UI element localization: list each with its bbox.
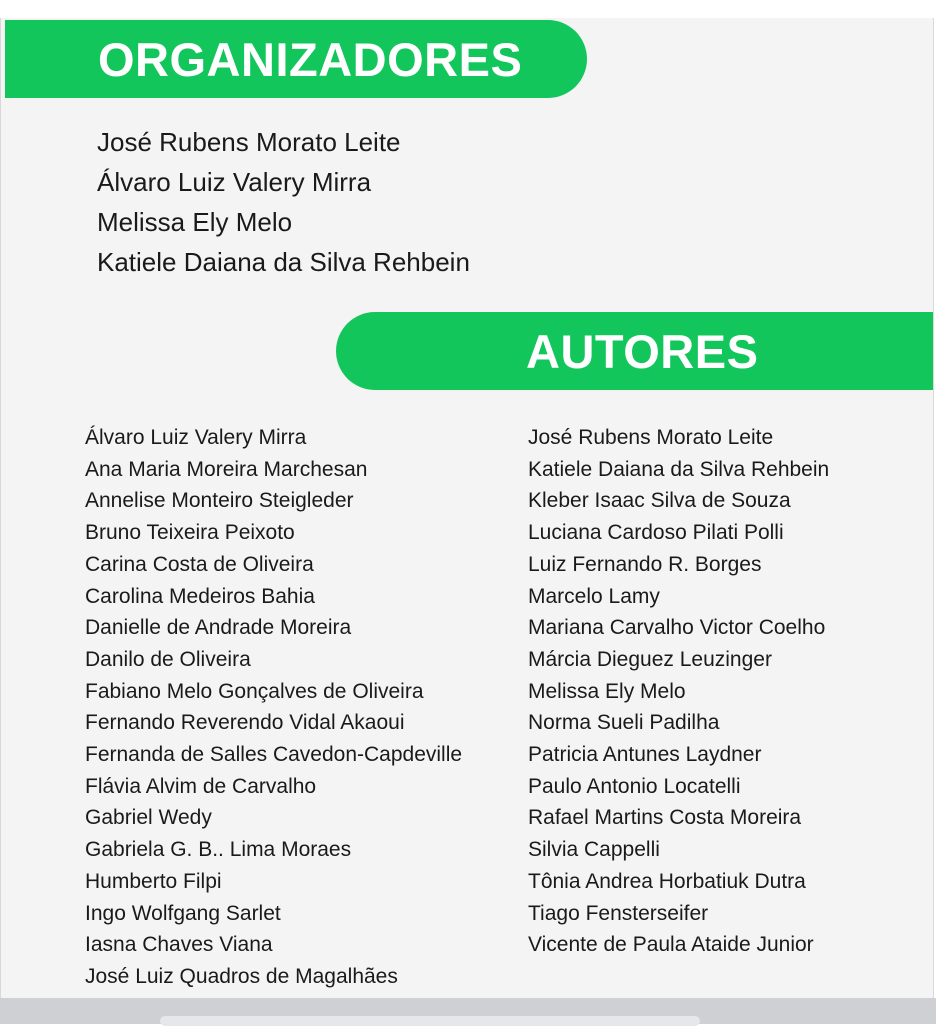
- author-name: Luciana Cardoso Pilati Polli: [528, 521, 784, 545]
- author-name: Silvia Cappelli: [528, 838, 660, 862]
- home-indicator[interactable]: [160, 1016, 700, 1026]
- organizers-list: [97, 122, 470, 282]
- author-name: Kleber Isaac Silva de Souza: [528, 489, 791, 513]
- author-name: Fernando Reverendo Vidal Akaoui: [85, 711, 405, 735]
- author-name: Márcia Dieguez Leuzinger: [528, 647, 772, 671]
- author-name: Bruno Teixeira Peixoto: [85, 521, 295, 545]
- author-name: Rafael Martins Costa Moreira: [528, 806, 802, 830]
- organizers-heading: ORGANIZADORES: [98, 33, 523, 86]
- content-panel: [0, 18, 934, 998]
- author-name: Flávia Alvim de Carvalho: [85, 774, 317, 798]
- author-name: José Luiz Quadros de Magalhães: [85, 964, 398, 988]
- authors-left-column: [85, 422, 462, 993]
- author-name: Humberto Filpi: [85, 869, 222, 893]
- author-name: Gabriel Wedy: [85, 806, 212, 830]
- author-name: Ingo Wolfgang Sarlet: [85, 901, 281, 925]
- author-name: Carolina Medeiros Bahia: [85, 584, 315, 608]
- author-name: Fernanda de Salles Cavedon-Capdeville: [85, 743, 463, 767]
- author-name: Norma Sueli Padilha: [528, 711, 720, 735]
- author-name: Álvaro Luiz Valery Mirra: [85, 426, 307, 449]
- author-name: Luiz Fernando R. Borges: [528, 552, 762, 576]
- author-name: Katiele Daiana da Silva Rehbein: [528, 457, 830, 481]
- bottom-bar: [0, 998, 936, 1024]
- organizer-name: Katiele Daiana da Silva Rehbein: [97, 247, 470, 277]
- author-name: Mariana Carvalho Victor Coelho: [528, 616, 826, 640]
- organizers-banner: [5, 20, 587, 98]
- author-name: Carina Costa de Oliveira: [85, 552, 314, 576]
- author-name: Danielle de Andrade Moreira: [85, 616, 352, 640]
- author-name: Melissa Ely Melo: [528, 679, 686, 703]
- authors-heading: AUTORES: [526, 325, 759, 378]
- author-name: Danilo de Oliveira: [85, 647, 251, 671]
- author-name: Marcelo Lamy: [528, 584, 660, 608]
- author-name: Tiago Fensterseifer: [528, 901, 709, 925]
- organizer-name: Álvaro Luiz Valery Mirra: [97, 167, 372, 197]
- authors-banner: [336, 312, 934, 390]
- author-name: Iasna Chaves Viana: [85, 933, 273, 957]
- author-name: Gabriela G. B.. Lima Moraes: [85, 838, 352, 862]
- author-name: Annelise Monteiro Steigleder: [85, 489, 354, 513]
- organizer-name: José Rubens Morato Leite: [97, 127, 401, 157]
- author-name: Fabiano Melo Gonçalves de Oliveira: [85, 679, 424, 703]
- author-name: José Rubens Morato Leite: [528, 426, 774, 449]
- authors-right-column: [528, 422, 829, 961]
- author-name: Tônia Andrea Horbatiuk Dutra: [528, 869, 806, 893]
- author-name: Ana Maria Moreira Marchesan: [85, 457, 368, 481]
- author-name: Patricia Antunes Laydner: [528, 743, 762, 767]
- author-name: Paulo Antonio Locatelli: [528, 774, 741, 798]
- organizer-name: Melissa Ely Melo: [97, 207, 293, 237]
- author-name: Vicente de Paula Ataide Junior: [528, 933, 814, 957]
